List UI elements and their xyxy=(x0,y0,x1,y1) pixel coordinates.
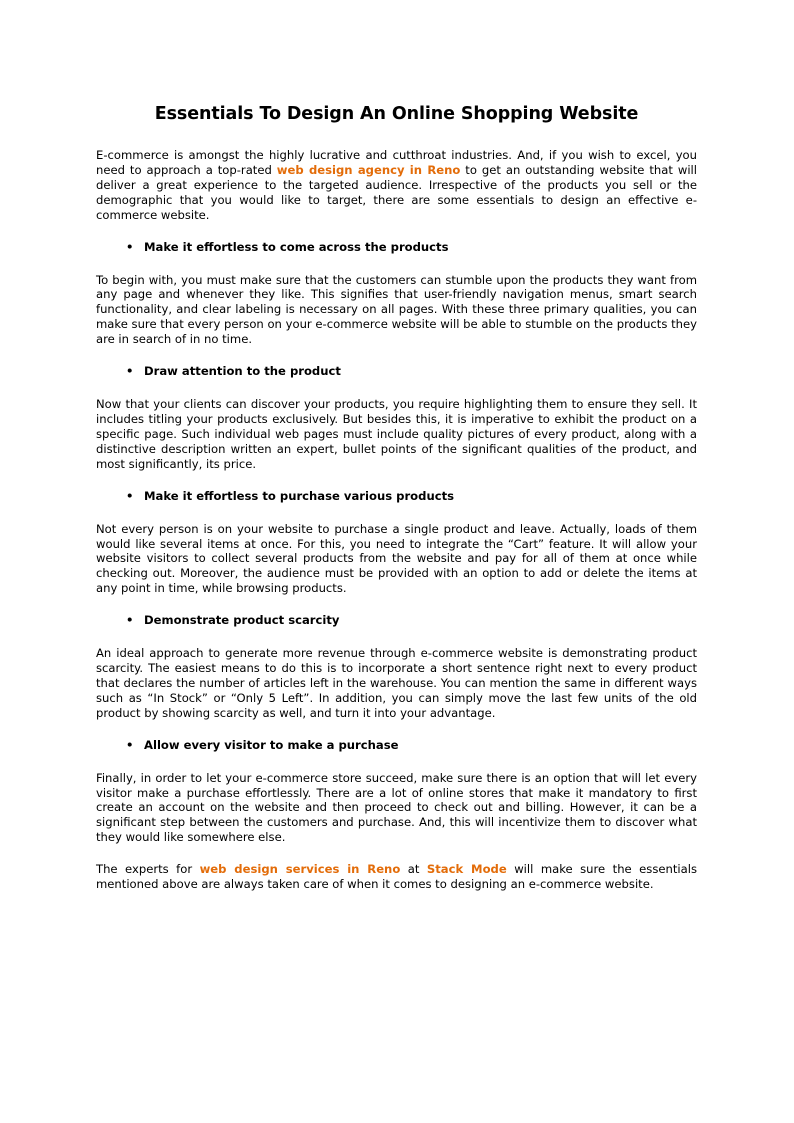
section-heading-3-text: Make it effortless to purchase various products xyxy=(144,488,455,503)
closing-text-after: will make sure the essentials mentioned above are always taken care of when it comes to designing an e-commerce website. xyxy=(96,862,697,892)
section-body-4: An ideal approach to generate more revenue through e-commerce website is demonstrating product scarcity. The easiest means to do this is to incorporate a short sentence right next to every product that declares the number of articles left in the warehouse. You can mention the same in different ways such as “In Stock” or “Only 5 Left”. In addition, you can simply move the last few units of the old product by showing scarcity as well, and turn it into your advantage. xyxy=(96,646,697,720)
section-heading-4-text: Demonstrate product scarcity xyxy=(144,613,340,628)
document-page xyxy=(96,103,697,892)
intro-text-after: to get an outstanding website that will deliver a great experience to the targeted audience. Irrespective of the products you sell or the demographic that you would like to target, there are some essentials to design an effective e-commerce website. xyxy=(96,162,697,222)
section-heading-2 xyxy=(126,364,697,379)
section-body-5: Finally, in order to let your e-commerce store succeed, make sure there is an option that will let every visitor make a purchase effortlessly. There are a lot of online stores that make it mandatory to first create an account on the website and then proceed to check out and billing. However, it can be a significant step between the customers and purchase. And, this will incentivize them to discover what they would like somewhere else. xyxy=(96,770,697,845)
section-heading-5-text: Allow every visitor to make a purchase xyxy=(144,737,399,752)
section-heading-5 xyxy=(126,738,697,753)
section-heading-1-text: Make it effortless to come across the products xyxy=(144,239,449,254)
bullet-icon: • xyxy=(126,737,134,752)
section-heading-1 xyxy=(126,240,697,255)
intro-paragraph xyxy=(96,148,697,223)
closing-text-before: The experts for xyxy=(96,862,200,877)
web-design-agency-link[interactable]: web design agency in Reno xyxy=(276,162,461,177)
section-heading-4 xyxy=(126,613,697,628)
intro-text-before: E-commerce is amongst the highly lucrative and cutthroat industries. And, if you wish to excel, you need to approach a top-rated xyxy=(96,148,697,177)
section-body-2: Now that your clients can discover your products, you require highlighting them to ensure they sell. It includes titling your products exclusively. But besides this, it is imperative to exhibit the product on a specific page. Such individual web pages must include quality pictures of every product, along with a distinctive description written an expert, bullet points of the significant qualities of the product, and most significantly, its price. xyxy=(96,397,697,471)
stack-mode-link[interactable]: Stack Mode xyxy=(426,862,507,877)
section-body-1: To begin with, you must make sure that the customers can stumble upon the products they want from any page and whenever they like. This signifies that user-friendly navigation menus, smart search functionality, and clear labeling is necessary on all pages. With these three primary qualities, you can make sure that every person on your e-commerce website will be able to stumble on the products they are in search of in no time. xyxy=(96,272,697,347)
web-design-services-link[interactable]: web design services in Reno xyxy=(199,862,401,877)
bullet-icon: • xyxy=(126,364,134,379)
bullet-icon: • xyxy=(126,613,134,628)
page-title: Essentials To Design An Online Shopping Website xyxy=(154,104,639,124)
section-heading-2-text: Draw attention to the product xyxy=(144,364,341,379)
section-heading-3 xyxy=(126,489,697,504)
closing-text-middle: at xyxy=(400,862,427,877)
section-body-3: Not every person is on your website to purchase a single product and leave. Actually, loads of them would like several items at once. For this, you need to integrate the “Cart” feature. It will allow your website visitors to collect several products from the website and pay for all of them at once while checking out. Moreover, the audience must be provided with an option to add or delete the items at any point in time, while browsing products. xyxy=(96,521,697,596)
bullet-icon: • xyxy=(126,239,134,254)
closing-paragraph xyxy=(96,862,697,892)
bullet-icon: • xyxy=(126,488,134,503)
